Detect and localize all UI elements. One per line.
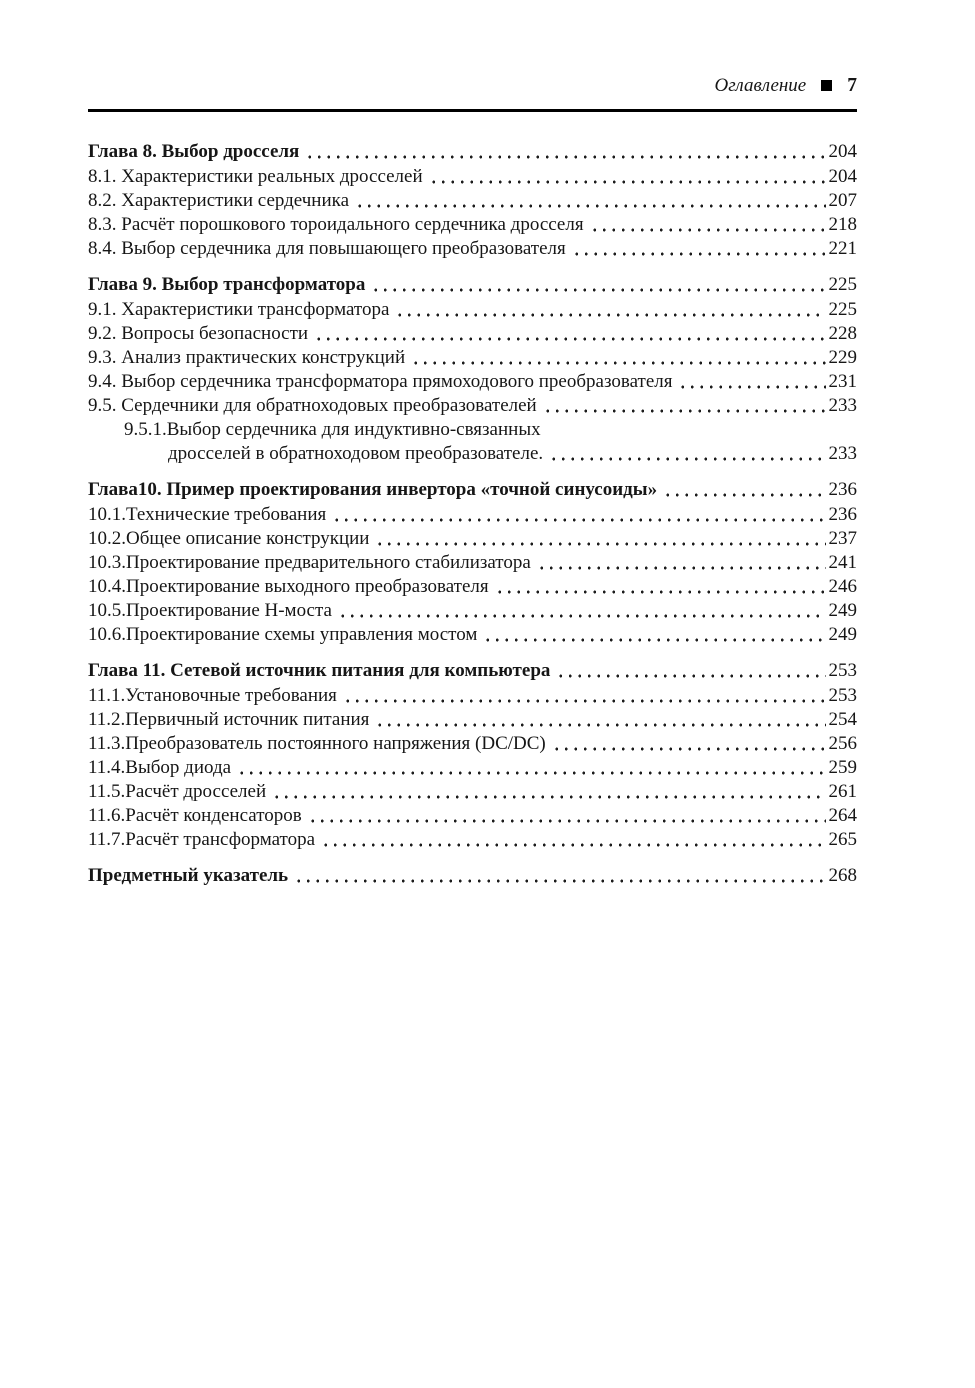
toc-page-number: 241 bbox=[828, 552, 857, 573]
toc-subentry-continuation-row bbox=[88, 442, 857, 466]
toc-entry-label: 9.2. Вопросы безопасности bbox=[88, 323, 309, 344]
toc-page-number: 259 bbox=[828, 757, 857, 778]
toc-entry-label: 10.2.Общее описание конструкции bbox=[88, 528, 370, 549]
dot-leader bbox=[294, 863, 825, 889]
toc-page-number: 236 bbox=[828, 504, 857, 525]
square-bullet-icon bbox=[821, 80, 832, 91]
toc-entry-row bbox=[88, 370, 857, 394]
toc-page-number: 204 bbox=[828, 141, 857, 162]
toc-entry-row bbox=[88, 503, 857, 527]
toc-entry-label: 10.1.Технические требования bbox=[88, 504, 327, 525]
toc-entry-row bbox=[88, 394, 857, 418]
dot-leader bbox=[663, 477, 825, 503]
toc-subentry-row bbox=[88, 418, 857, 442]
toc-entry-row bbox=[88, 165, 857, 189]
dot-leader bbox=[305, 139, 825, 165]
toc-entry-label: 9.3. Анализ практических конструкций bbox=[88, 347, 406, 368]
toc-entry-label: 10.6.Проектирование схемы управления мостом bbox=[88, 624, 478, 645]
toc-page-number: 229 bbox=[828, 347, 857, 368]
toc-chapter-row bbox=[88, 658, 857, 684]
dot-leader bbox=[495, 575, 826, 599]
table-of-contents bbox=[88, 139, 857, 889]
toc-subentry-label: дросселей в обратноходовом преобразователе. bbox=[168, 443, 544, 464]
dot-leader bbox=[375, 708, 825, 732]
toc-page-number: 233 bbox=[828, 443, 857, 464]
dot-leader bbox=[314, 322, 825, 346]
toc-entry-label: 10.3.Проектирование предварительного стабилизатора bbox=[88, 552, 531, 573]
toc-entry-label: 11.6.Расчёт конденсаторов bbox=[88, 805, 302, 826]
toc-page-number: 218 bbox=[828, 214, 857, 235]
toc-entry-row bbox=[88, 708, 857, 732]
toc-entry-row bbox=[88, 551, 857, 575]
toc-chapter-label: Предметный указатель bbox=[88, 865, 289, 886]
dot-leader bbox=[537, 551, 826, 575]
toc-chapter-label: Глава 11. Сетевой источник питания для компьютера bbox=[88, 660, 551, 681]
toc-entry-label: 8.4. Выбор сердечника для повышающего преобразователя bbox=[88, 238, 566, 259]
toc-entry-label: 11.4.Выбор диода bbox=[88, 757, 232, 778]
toc-entry-row bbox=[88, 237, 857, 261]
dot-leader bbox=[272, 780, 825, 804]
toc-entry-row bbox=[88, 780, 857, 804]
dot-leader bbox=[552, 732, 826, 756]
toc-entry-label: 11.1.Установочные требования bbox=[88, 685, 337, 706]
toc-entry-row bbox=[88, 346, 857, 370]
toc-entry-row bbox=[88, 804, 857, 828]
toc-entry-row bbox=[88, 322, 857, 346]
toc-entry-row bbox=[88, 189, 857, 213]
toc-page-number: 249 bbox=[828, 600, 857, 621]
toc-entry-label: 8.1. Характеристики реальных дросселей bbox=[88, 166, 423, 187]
toc-page-number: 268 bbox=[828, 865, 857, 886]
dot-leader bbox=[338, 599, 826, 623]
toc-page-number: 249 bbox=[828, 624, 857, 645]
toc-page-number: 233 bbox=[828, 395, 857, 416]
toc-page-number: 237 bbox=[828, 528, 857, 549]
dot-leader bbox=[237, 756, 825, 780]
dot-leader bbox=[332, 503, 825, 527]
toc-page-number: 246 bbox=[828, 576, 857, 597]
toc-page-number: 253 bbox=[828, 660, 857, 681]
toc-entry-label: 9.4. Выбор сердечника трансформатора прямоходового преобразователя bbox=[88, 371, 673, 392]
dot-leader bbox=[355, 189, 825, 213]
toc-entry-row bbox=[88, 599, 857, 623]
toc-chapter-row bbox=[88, 477, 857, 503]
toc-entry-row bbox=[88, 623, 857, 647]
dot-leader bbox=[549, 442, 825, 466]
toc-page-number: 256 bbox=[828, 733, 857, 754]
dot-leader bbox=[572, 237, 826, 261]
dot-leader bbox=[371, 272, 825, 298]
page-header bbox=[88, 74, 857, 97]
toc-entry-label: 8.2. Характеристики сердечника bbox=[88, 190, 350, 211]
toc-page-number: 265 bbox=[828, 829, 857, 850]
toc-page-number: 236 bbox=[828, 479, 857, 500]
toc-chapter-label: Глава10. Пример проектирования инвертора «точной синусоиды» bbox=[88, 479, 658, 500]
toc-entry-row bbox=[88, 527, 857, 551]
dot-leader bbox=[308, 804, 826, 828]
dot-leader bbox=[395, 298, 825, 322]
toc-page-number: 204 bbox=[828, 166, 857, 187]
toc-entry-label: 10.5.Проектирование Н-моста bbox=[88, 600, 332, 621]
dot-leader bbox=[678, 370, 825, 394]
toc-entry-row bbox=[88, 684, 857, 708]
dot-leader bbox=[483, 623, 825, 647]
dot-leader bbox=[375, 527, 825, 551]
toc-entry-row bbox=[88, 213, 857, 237]
toc-entry-label: 11.7.Расчёт трансформатора bbox=[88, 829, 316, 850]
toc-entry-label: 11.3.Преобразователь постоянного напряжения (DC/DC) bbox=[88, 733, 546, 754]
toc-page-number: 231 bbox=[828, 371, 857, 392]
toc-entry-row bbox=[88, 828, 857, 852]
toc-page-number: 207 bbox=[828, 190, 857, 211]
toc-entry-row bbox=[88, 298, 857, 322]
toc-page-number: 225 bbox=[828, 299, 857, 320]
toc-entry-label: 10.4.Проектирование выходного преобразователя bbox=[88, 576, 489, 597]
toc-chapter-row bbox=[88, 139, 857, 165]
toc-page-number: 221 bbox=[828, 238, 857, 259]
toc-entry-label: 8.3. Расчёт порошкового тороидального сердечника дросселя bbox=[88, 214, 584, 235]
header-title: Оглавление bbox=[714, 74, 807, 96]
toc-page-number: 228 bbox=[828, 323, 857, 344]
toc-chapter-label: Глава 8. Выбор дросселя bbox=[88, 141, 300, 162]
dot-leader bbox=[411, 346, 825, 370]
dot-leader bbox=[590, 213, 826, 237]
header-rule bbox=[88, 109, 857, 112]
toc-page-number: 225 bbox=[828, 274, 857, 295]
toc-entry-label: 11.5.Расчёт дросселей bbox=[88, 781, 267, 802]
toc-page-number: 253 bbox=[828, 685, 857, 706]
dot-leader bbox=[343, 684, 826, 708]
toc-chapter-row bbox=[88, 272, 857, 298]
header-page-number: 7 bbox=[847, 74, 857, 96]
toc-entry-row bbox=[88, 732, 857, 756]
dot-leader bbox=[556, 658, 825, 684]
toc-entry-label: 9.1. Характеристики трансформатора bbox=[88, 299, 390, 320]
toc-entry-row bbox=[88, 575, 857, 599]
toc-subentry-label: 9.5.1.Выбор сердечника для индуктивно-связанных bbox=[124, 419, 541, 440]
toc-entry-row bbox=[88, 756, 857, 780]
toc-entry-label: 9.5. Сердечники для обратноходовых преобразователей bbox=[88, 395, 537, 416]
dot-leader bbox=[543, 394, 826, 418]
toc-entry-label: 11.2.Первичный источник питания bbox=[88, 709, 370, 730]
toc-chapter-label: Глава 9. Выбор трансформатора bbox=[88, 274, 366, 295]
toc-chapter-row bbox=[88, 863, 857, 889]
dot-leader bbox=[429, 165, 826, 189]
toc-page-number: 254 bbox=[828, 709, 857, 730]
dot-leader bbox=[321, 828, 825, 852]
toc-page-number: 264 bbox=[828, 805, 857, 826]
toc-page-number: 261 bbox=[828, 781, 857, 802]
